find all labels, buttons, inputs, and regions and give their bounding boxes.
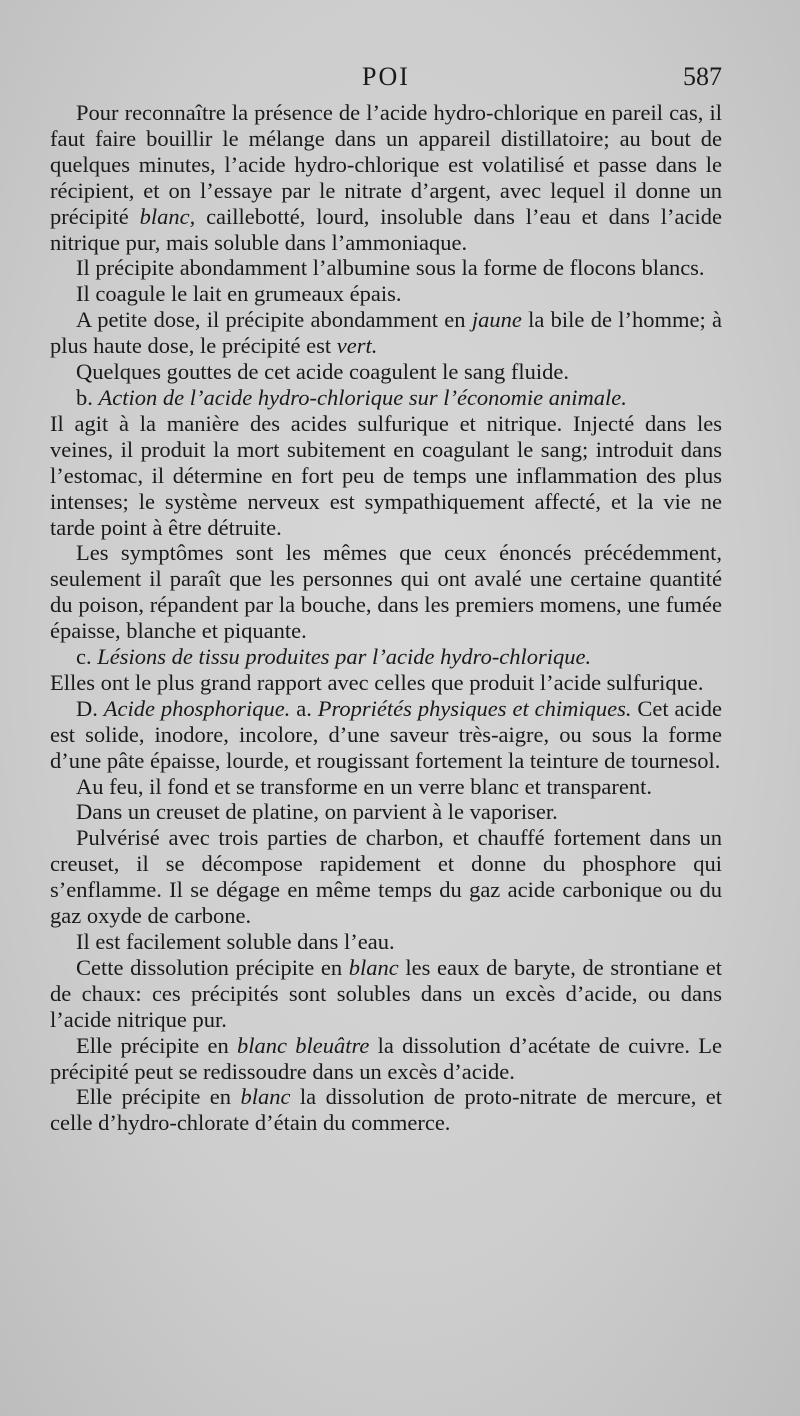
paragraph-proto-nitrate: Elle précipite en blanc la dissolution de proto-nitrate de mercure, et celle d’hydro-chlorate d’étain du commerce.	[50, 1084, 722, 1136]
paragraph-dissolution-baryte: Cette dissolution précipite en blanc les eaux de baryte, de strontiane et de chaux: ces précipités sont solubles dans un excès d’acide, ou dans l’acide nitrique pur.	[50, 954, 722, 1032]
paragraph-pulverise: Pulvérisé avec trois parties de charbon, et chauffé fortement dans un creuset, il se décompose rapidement et donne du phosphore qui s’enflamme. Il se dégage en même temps du gaz acide carbonique ou du gaz oxyde de carbone.	[50, 825, 722, 929]
paragraph-au-feu: Au feu, il fond et se transforme en un verre blanc et transparent.	[76, 773, 653, 799]
paragraph-bile: A petite dose, il précipite abondamment en jaune la bile de l’homme; à plus haute dose, le précipité est vert.	[50, 307, 723, 359]
paragraph-soluble: Il est facilement soluble dans l’eau.	[76, 929, 395, 954]
paragraph-lait: Il coagule le lait en grumeaux épais.	[76, 281, 402, 307]
section-heading-lesions-hcl: c. Lésions de tissu produites par l’acide hydro-chlorique.	[76, 644, 592, 670]
paragraph-creuset-platine: Dans un creuset de platine, on parvient à le vaporiser.	[76, 799, 558, 825]
page-number: 587	[683, 62, 722, 91]
paragraph-albumine: Il précipite abondamment l’albumine sous la forme de flocons blancs.	[76, 255, 705, 281]
paragraph-hcl-detection: Pour reconnaître la présence de l’acide hydro-chlorique en pareil cas, il faut faire bouillir le mélange dans un appareil distillatoire; au bout de quelques minutes, l’acide hydro-chlorique est volatilisé et passe dans le récipient, et on l’essaye par le nitrate d’argent, avec lequel il donne un précipité blanc, caillebotté, lourd, insoluble dans l’eau et dans l’acide nitrique pur, mais soluble dans l’ammoniaque.	[50, 100, 722, 255]
page-header	[50, 62, 722, 96]
body-text	[50, 100, 722, 1136]
section-heading-action-hcl: b. Action de l’acide hydro-chlorique sur l’économie animale.	[76, 384, 627, 410]
section-heading-acide-phosphorique: D. Acide phosphorique. a. Propriétés physiques et chimiques. Cet acide est solide, inodore, incolore, d’une saveur très-aigre, ou sous la forme d’une pâte épaisse, lourde, et rougissant fortement la teinture de tournesol.	[50, 695, 722, 773]
running-head: POI	[362, 62, 410, 91]
paragraph-action-hcl: Il agit à la manière des acides sulfurique et nitrique. Injecté dans les veines, il produit la mort subitement en coagulant le sang; introduit dans l’estomac, il détermine en fort peu de temps une inflammation des plus intenses; le système nerveux est sympathiquement affecté, et la vie ne tarde point à être détruite.	[50, 410, 722, 540]
paragraph-symptomes: Les symptômes sont les mêmes que ceux énoncés précédemment, seulement il paraît que les personnes qui ont avalé une certaine quantité du poison, répandent par la bouche, dans les premiers momens, une fumée épaisse, blanche et piquante.	[50, 540, 722, 644]
paragraph-lesions-hcl: Elles ont le plus grand rapport avec celles que produit l’acide sulfurique.	[50, 669, 704, 695]
paragraph-sang: Quelques gouttes de cet acide coagulent le sang fluide.	[76, 359, 569, 385]
paragraph-acetate-cuivre: Elle précipite en blanc bleuâtre la dissolution d’acétate de cuivre. Le précipité peut se redissoudre dans un excès d’acide.	[50, 1032, 722, 1084]
